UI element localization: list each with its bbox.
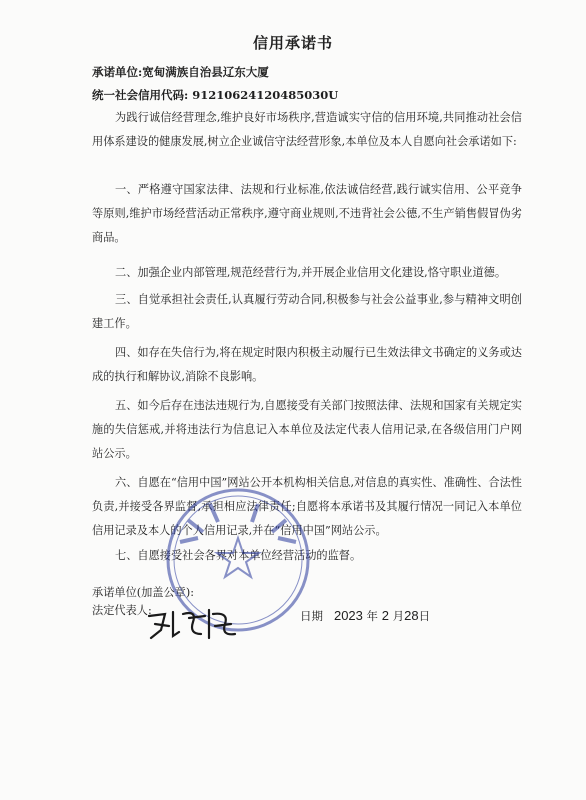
date-line [300, 608, 430, 624]
unit-seal-label: 承诺单位(加盖公章): [92, 586, 194, 599]
date-year-unit: 年 [366, 609, 379, 623]
date-day: 28 [404, 608, 419, 623]
commitment-item-1: 一、严格遵守国家法律、法规和行业标准,依法诚信经营,践行诚实信用、公平竞争等原则,维护市场经营活动正常秩序,遵守商业规则,不违背社会公德,不生产销售假冒伪劣商品。 [92, 183, 522, 244]
date-day-unit: 日 [418, 609, 431, 623]
commitment-item-2: 二、加强企业内部管理,规范经营行为,并开展企业信用文化建设,恪守职业道德。 [115, 266, 507, 279]
commitment-item-4: 四、如存在失信行为,将在规定时限内积极主动履行已生效法律文书确定的义务或达成的执行和解协议,消除不良影响。 [92, 346, 522, 383]
committing-unit: 承诺单位:宽甸满族自治县辽东大厦 [92, 65, 269, 79]
commitment-item-7: 七、自愿接受社会各界对本单位经营活动的监督。 [115, 549, 362, 562]
legal-rep-label: 法定代表人: [92, 604, 152, 617]
commitment-item-5: 五、如今后存在违法违规行为,自愿接受有关部门按照法律、法规和国家有关规定实施的失信惩戒,并将违法行为信息记入本单位及法定代表人信用记录,在各级信用门户网站公示。 [92, 399, 522, 460]
commitment-item-6: 六、自愿在“信用中国”网站公开本机构相关信息,对信息的真实性、准确性、合法性负责,并接受各界监督,承担相应法律责任;自愿将本承诺书及其履行情况一同记入本单位信用记录及本人的个人信用记录,并在“信用中国”网站公示。 [92, 476, 522, 537]
date-label: 日期 [300, 609, 323, 623]
commitment-item-3: 三、自觉承担社会责任,认真履行劳动合同,积极参与社会公益事业,参与精神文明创建工作。 [92, 293, 522, 330]
date-year: 2023 [333, 608, 363, 623]
date-month-unit: 月 [392, 609, 405, 623]
intro-paragraph: 为践行诚信经营理念,维护良好市场秩序,营造诚实守信的信用环境,共同推动社会信用体系建设的健康发展,树立企业诚信守法经营形象,本单位及本人自愿向社会承诺如下: [92, 111, 522, 148]
date-month: 2 [381, 608, 389, 623]
document-title: 信用承诺书 [252, 34, 333, 52]
credit-code: 统一社会信用代码: 91210624120485030U [92, 88, 339, 102]
